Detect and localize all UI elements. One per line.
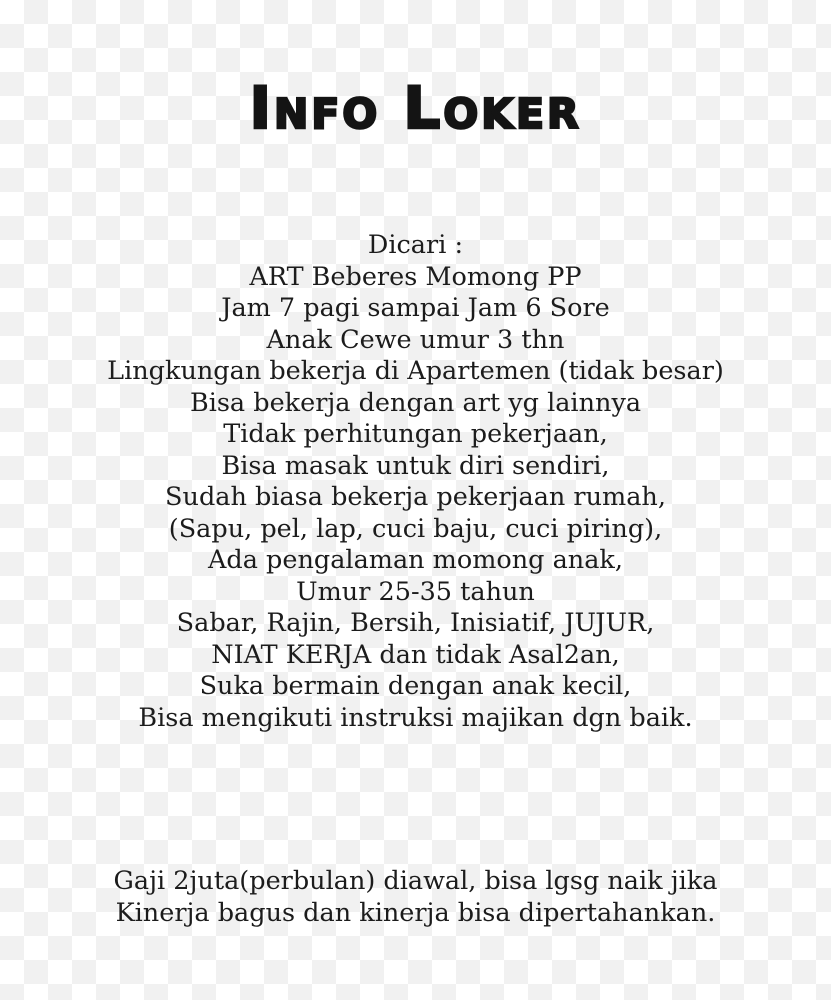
requirement-line: Sabar, Rajin, Bersih, Inisiatif, JUJUR, — [176, 608, 655, 638]
requirement-line: Tidak perhitungan pekerjaan, — [223, 419, 608, 449]
salary-block — [40, 866, 791, 929]
salary-line: Gaji 2juta(perbulan) diawal, bisa lgsg naik jika — [113, 866, 718, 896]
requirement-line: ART Beberes Momong PP — [249, 261, 582, 292]
poster-title: Info Loker — [249, 74, 582, 142]
requirement-line: Umur 25-35 tahun — [296, 576, 535, 607]
requirement-line: Bisa mengikuti instruksi majikan dgn baik. — [138, 702, 693, 733]
requirement-line: Sudah biasa bekerja pekerjaan rumah, — [165, 482, 666, 512]
requirements-block — [40, 230, 791, 734]
requirement-line: Dicari : — [367, 230, 464, 260]
requirement-line: Jam 7 pagi sampai Jam 6 Sore — [221, 293, 610, 323]
requirement-line: Ada pengalaman momong anak, — [208, 545, 623, 575]
requirement-line: Anak Cewe umur 3 thn — [266, 324, 565, 355]
requirement-line: (Sapu, pel, lap, cuci baju, cuci piring), — [168, 513, 663, 544]
requirement-line: Suka bermain dengan anak kecil, — [199, 671, 632, 701]
requirement-line: Bisa masak untuk diri sendiri, — [221, 450, 610, 481]
requirement-line: NIAT KERJA dan tidak Asal2an, — [211, 639, 620, 670]
requirement-line: Bisa bekerja dengan art yg lainnya — [189, 387, 642, 418]
requirement-line: Lingkungan bekerja di Apartemen (tidak besar) — [107, 356, 724, 386]
salary-line: Kinerja bagus dan kinerja bisa dipertahankan. — [115, 897, 716, 928]
